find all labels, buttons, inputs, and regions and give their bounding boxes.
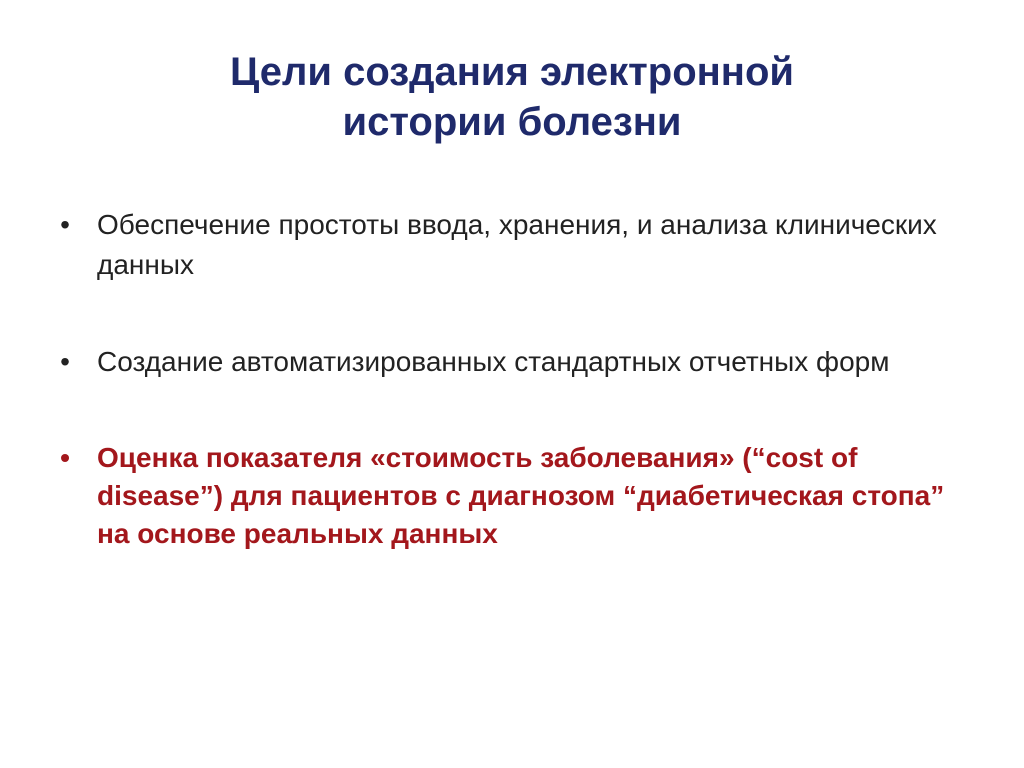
bullet-text: Оценка показателя «стоимость заболевания» (“cost of disease”) для пациентов с диагнозом “диабетическая стопа” на основе реальных данных (97, 442, 945, 549)
bullet-marker: • (60, 442, 70, 473)
slide-title (0, 47, 1024, 147)
bullet-item-input-storage-analysis (55, 205, 955, 285)
bullet-marker: • (60, 209, 70, 240)
bullet-item-cost-of-disease (55, 439, 955, 553)
slide-title-line-2: истории болезни (342, 100, 682, 144)
bullet-text: Обеспечение простоты ввода, хранения, и анализа клинических данных (97, 209, 937, 280)
bullet-text: Создание автоматизированных стандартных отчетных форм (97, 346, 890, 377)
bullet-list (55, 205, 955, 553)
bullet-marker: • (60, 346, 70, 377)
slide-title-line-1: Цели создания электронной (230, 50, 794, 94)
bullet-item-report-forms (55, 342, 955, 382)
